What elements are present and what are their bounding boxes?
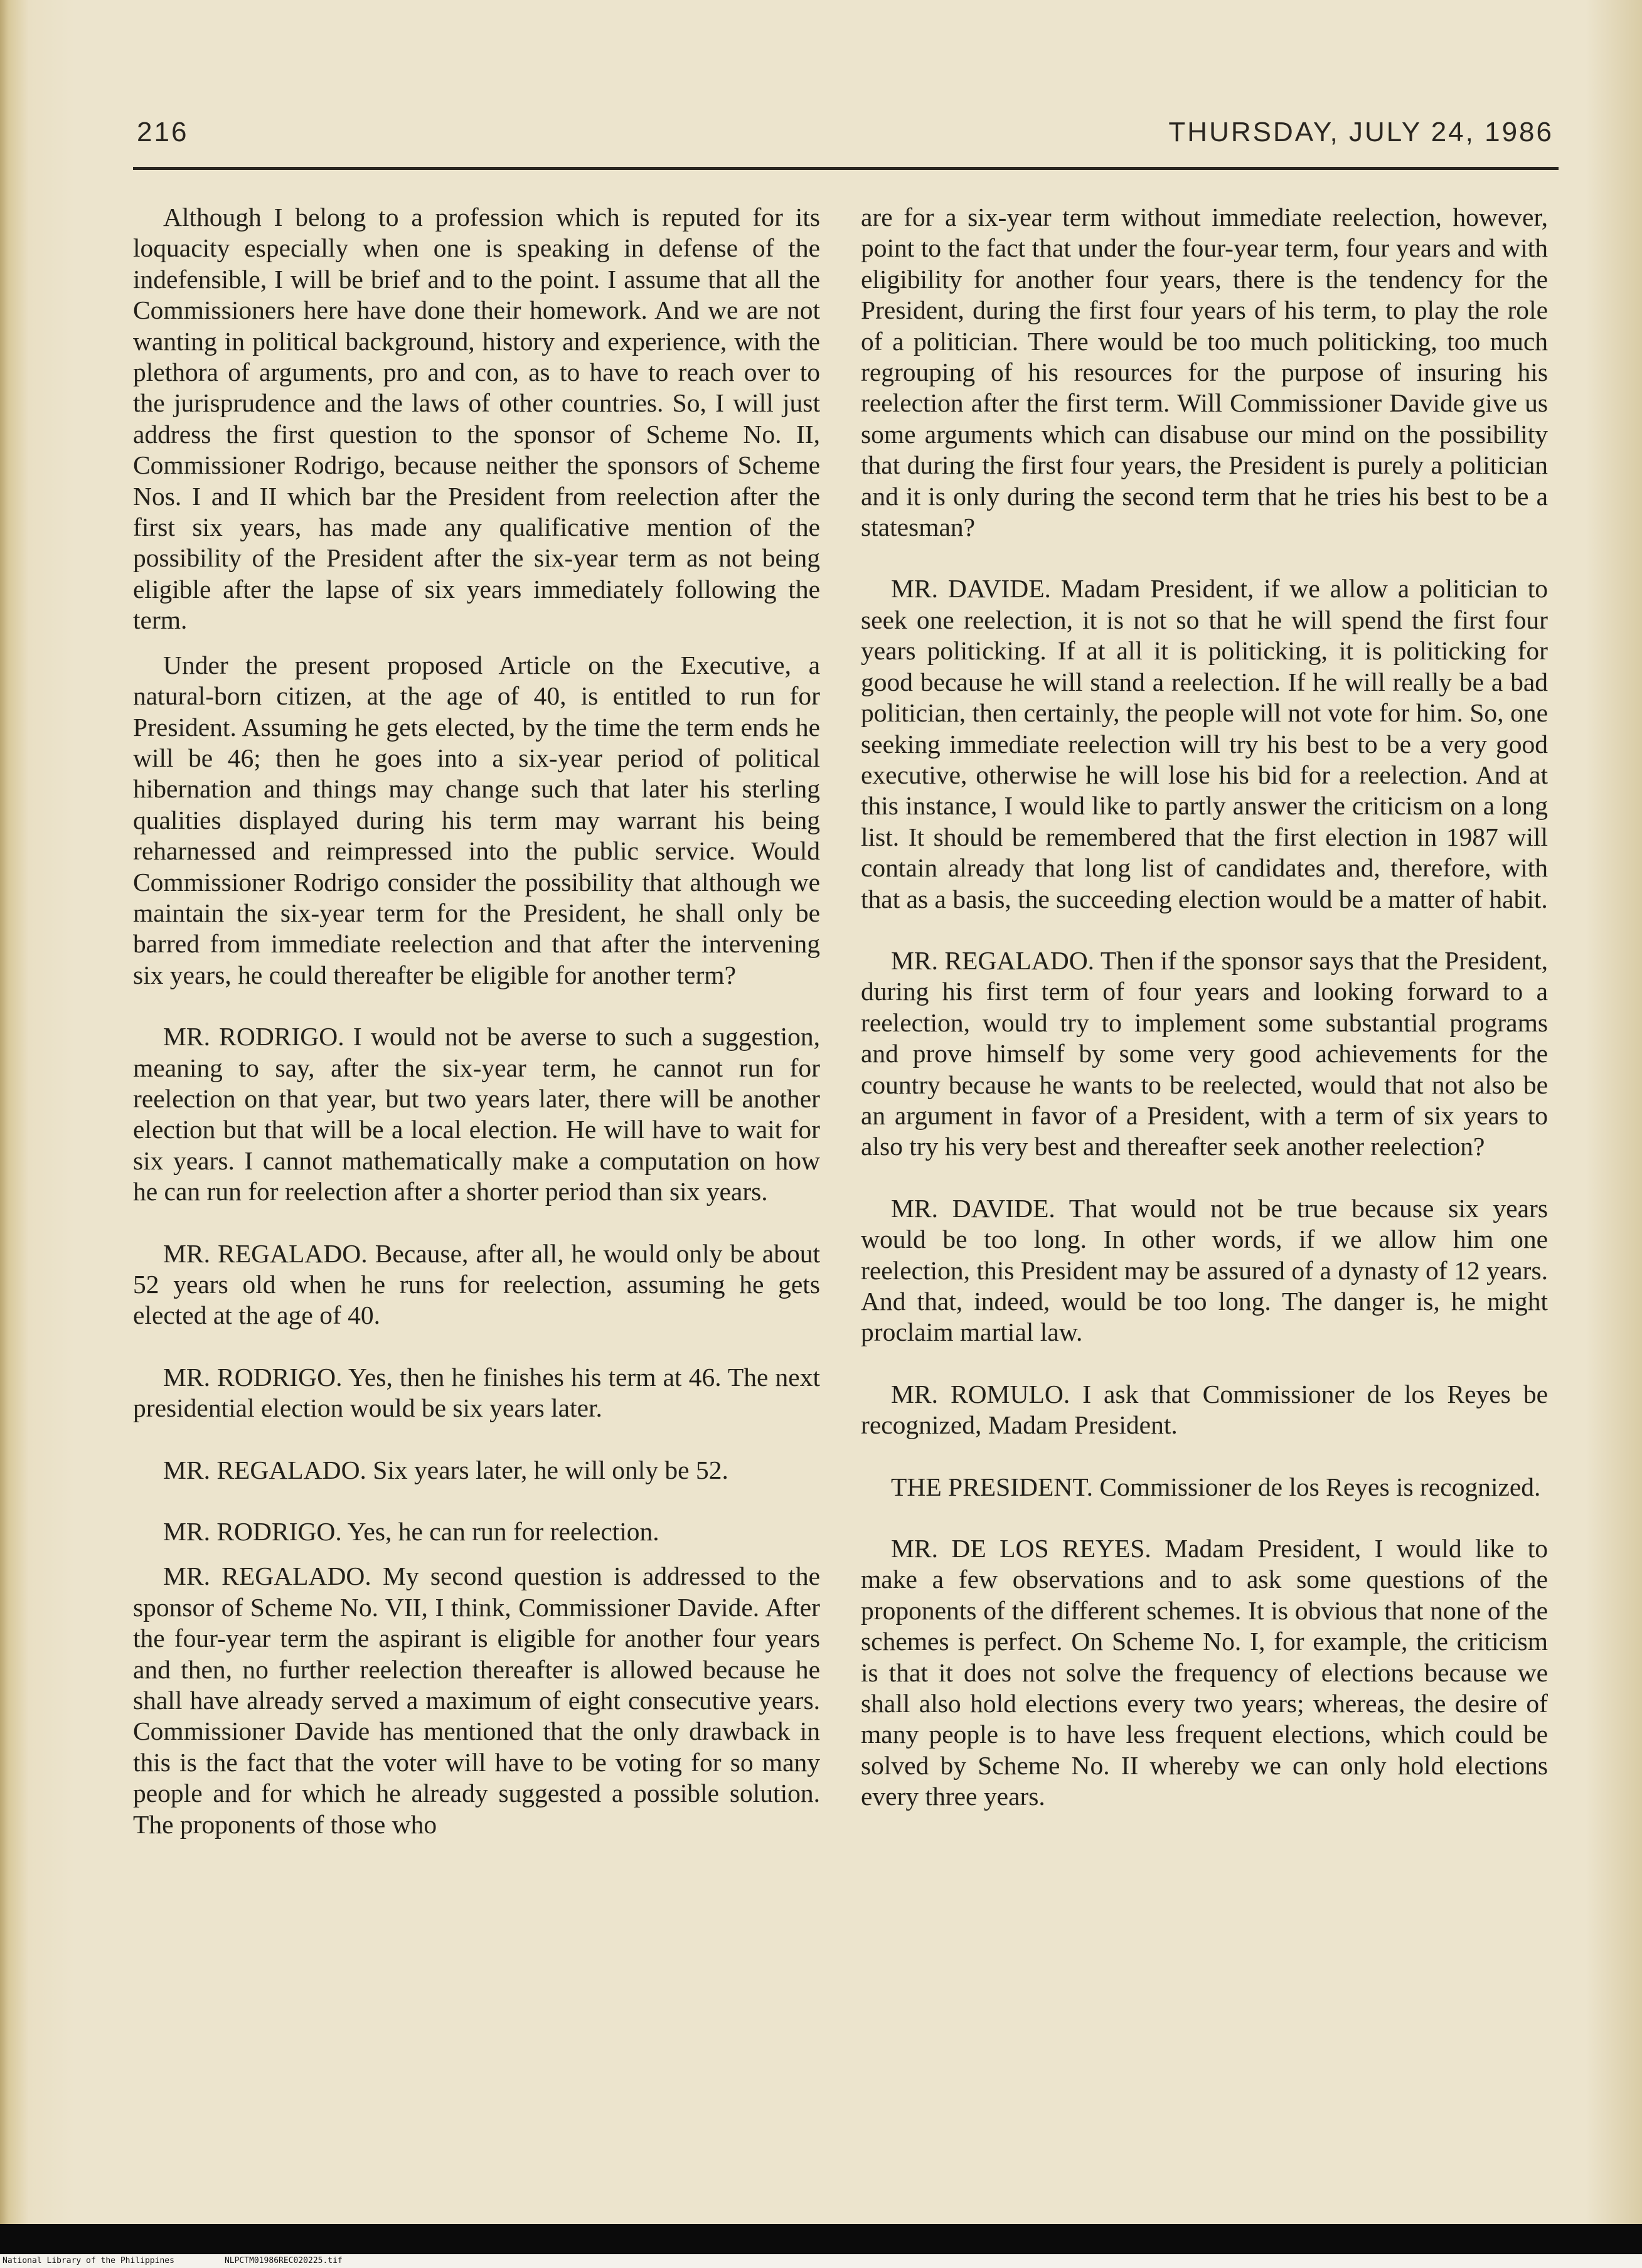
paragraph: Although I belong to a profession which is reputed for its loquacity especially when one is speaking in defense of the indefensible, I will be brief and to the point. I assume that all the Commissioners here have done their homework. And we are not wanting in political background, history and experience, with the plethora of arguments, pro and con, as to have to reach over to the jurisprudence and the laws of other countries. So, I will just address the first question to the sponsor of Scheme No. II, Commissioner Rodrigo, because neither the sponsors of Scheme Nos. I and II which bar the President from reelection after the first six years, has made any qualificative mention of the possibility of the President after the six-year term as not being eligible after the lapse of six years immediately following the term. [133, 203, 820, 635]
page-header [137, 112, 1554, 162]
paragraph: MR. DAVIDE. Madam President, if we allow a politician to seek one reelection, it is not so that he will spend the first four years politicking. If at all it is politicking, it is politicking for good because he will stand a reelection. If he will really be a bad politician, then certainly, the people will not vote for him. So, one seeking immediate reelection will try his best to be a very good executive, otherwise he will lose his bid for a reelection. And at this instance, I would like to partly answer the criticism on a long list. It should be remembered that the first election in 1987 will contain already that long list of candidates and, therefore, with that as a basis, the succeeding election would be a matter of habit. [861, 574, 1548, 913]
page-number: 216 [137, 117, 189, 147]
paragraph: MR. RODRIGO. I would not be averse to such a suggestion, meaning to say, after the six-year term, he cannot run for reelection on that year, but two years later, there will be another election but that will be a local election. He will have to wait for six years. I cannot mathematically make a computation on how he can run for reelection after a shorter period than six years. [133, 1022, 820, 1206]
paragraph: MR. REGALADO. My second question is addressed to the sponsor of Scheme No. VII, I think, Commissioner Davide. After the four-year term the aspirant is eligible for another four years and then, no further reelection thereafter is allowed because he shall have already served a maximum of eight consecutive years. Commissioner Davide has mentioned that the only drawback in this is the fact that the voter will have to be voting for so many people and for which he already suggested a possible solution. The proponents of those who [133, 1562, 820, 1839]
left-column [133, 202, 820, 1840]
paragraph: THE PRESIDENT. Commissioner de los Reyes is recognized. [891, 1472, 1541, 1501]
paragraph: MR. DAVIDE. That would not be true because six years would be too long. In other words, if we allow him one reelection, this President may be assured of a dynasty of 12 years. And that, indeed, would be too long. The danger is, he might proclaim martial law. [861, 1193, 1548, 1347]
paragraph: MR. RODRIGO. Yes, then he finishes his term at 46. The next presidential election would be six years later. [133, 1362, 820, 1423]
header-date: THURSDAY, JULY 24, 1986 [1168, 117, 1554, 147]
paragraph: MR. REGALADO. Because, after all, he would only be about 52 years old when he runs for reelection, assuming he gets elected at the age of 40. [133, 1238, 820, 1330]
paragraph: MR. REGALADO. Then if the sponsor says that the President, during his first term of four years and looking forward to a reelection, would try to implement some substantial programs and prove himself by some very good achievements for the country because he wants to be reelected, would that not also be an argument in favor of a President, with a term of six years to also try his very best and thereafter seek another reelection? [861, 945, 1548, 1161]
paragraph: MR. DE LOS REYES. Madam President, I would like to make a few observations and to ask some questions of the proponents of the different schemes. It is obvious that none of the schemes is perfect. On Scheme No. I, for example, the criticism is that it does not solve the frequency of elections because we shall also hold elections every two years; whereas, the desire of many people is to have less frequent elections, which could be solved by Scheme No. II whereby we can only hold elections every three years. [861, 1534, 1548, 1811]
paragraph: MR. ROMULO. I ask that Commissioner de los Reyes be recognized, Madam President. [861, 1379, 1548, 1440]
header-divider [133, 167, 1559, 170]
footer-filename: NLPCTM01986REC020225.tif [224, 2256, 343, 2265]
paragraph: are for a six-year term without immediate reelection, however, point to the fact that under the four-year term, four years and with eligibility for another four years, there is the tendency for the President, during the first four years of his term, to play the role of a politician. There would be too much politicking, too much regrouping of his resources for the purpose of insuring his reelection after the first term. Will Commissioner Davide give us some arguments which can disabuse our mind on the possibility that during the first four years, the President is purely a politician and it is only during the second term that he tries his best to be a statesman? [861, 203, 1548, 542]
right-column [861, 202, 1548, 1813]
paragraph: MR. REGALADO. Six years later, he will only be 52. [163, 1455, 728, 1484]
paragraph: MR. RODRIGO. Yes, he can run for reelection. [163, 1517, 659, 1547]
scan-footer [0, 2254, 1642, 2268]
paragraph: Under the present proposed Article on the Executive, a natural-born citizen, at the age of 40, is entitled to run for President. Assuming he gets elected, by the time the term ends he will be 46; then he goes into a six-year period of political hibernation and things may change such that later his sterling qualities displayed during his term may warrant his being reharnessed and reimpressed into the public service. Would Commissioner Rodrigo consider the possibility that although we maintain the six-year term for the President, he shall only be barred from immediate reelection and that after the intervening six years, he could thereafter be eligible for another term? [133, 650, 820, 989]
footer-library: National Library of the Philippines [3, 2256, 174, 2265]
